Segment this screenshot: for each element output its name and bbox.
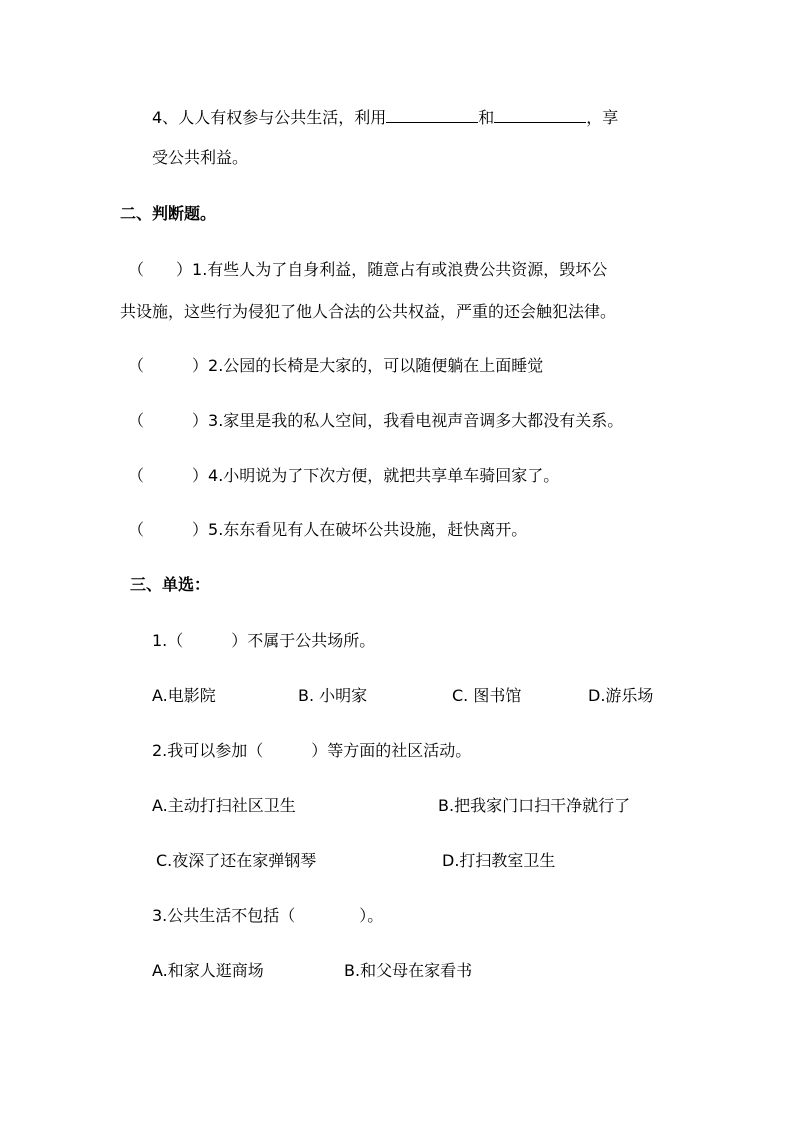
judgment-item-4	[128, 465, 559, 487]
judgment-text: 1.有些人为了自身利益，随意占有或浪费公共资源，毁坏公	[192, 260, 608, 279]
choice-option-b[interactable]: B.把我家门口扫干净就行了	[438, 796, 631, 815]
choice-option-c[interactable]: C.夜深了还在家弹钢琴	[156, 851, 317, 870]
choice-question-2-stem: 2.我可以参加（ ）等方面的社区活动。	[152, 741, 472, 760]
answer-parentheses[interactable]: （ ）	[128, 520, 209, 539]
answer-parentheses[interactable]: （ ）	[128, 356, 209, 375]
judgment-text: 3.家里是我的私人空间，我看电视声音调多大都没有关系。	[208, 411, 624, 430]
judgment-item-3	[128, 410, 623, 432]
judgment-item-1-line2: 共设施，这些行为侵犯了他人合法的公共权益，严重的还会触犯法律。	[120, 302, 617, 321]
choice-option-a[interactable]: A.电影院	[152, 686, 216, 705]
answer-parentheses[interactable]: （ ）	[128, 260, 193, 279]
judgment-item-1	[128, 259, 607, 281]
choice-option-b[interactable]: B. 小明家	[298, 686, 368, 705]
fill-in-question-4	[152, 106, 618, 129]
choice-option-b[interactable]: B.和父母在家看书	[344, 961, 473, 980]
choice-option-d[interactable]: D.打扫教室卫生	[442, 851, 556, 870]
judgment-text: 5.东东看见有人在破坏公共设施，赶快离开。	[208, 520, 528, 539]
fill-in-question-4-line2: 受公共利益。	[152, 148, 249, 167]
section-heading-judgment: 二、判断题。	[120, 204, 217, 223]
choice-option-a[interactable]: A.和家人逛商场	[152, 961, 264, 980]
judgment-text: 4.小明说为了下次方便，就把共享单车骑回家了。	[208, 466, 560, 485]
judgment-item-2	[128, 355, 543, 377]
question-text-part2: ，享	[586, 108, 619, 127]
choice-option-d[interactable]: D.游乐场	[588, 686, 654, 705]
choice-option-a[interactable]: A.主动打扫社区卫生	[152, 796, 296, 815]
question-number: 4、	[152, 108, 179, 127]
judgment-item-5	[128, 519, 527, 541]
answer-blank-1[interactable]	[386, 106, 478, 123]
answer-parentheses[interactable]: （ ）	[128, 466, 209, 485]
choice-question-3-stem: 3.公共生活不包括（ ）。	[152, 906, 384, 925]
answer-parentheses[interactable]: （ ）	[128, 411, 209, 430]
question-text-part1: 人人有权参与公共生活，利用	[178, 108, 387, 127]
answer-blank-2[interactable]	[494, 106, 586, 123]
choice-question-1-stem: 1.（ ）不属于公共场所。	[152, 631, 376, 650]
judgment-text: 2.公园的长椅是大家的，可以随便躺在上面睡觉	[208, 356, 544, 375]
section-heading-single-choice: 三、单选：	[130, 575, 211, 594]
choice-option-c[interactable]: C. 图书馆	[452, 686, 522, 705]
question-connector: 和	[478, 108, 495, 127]
